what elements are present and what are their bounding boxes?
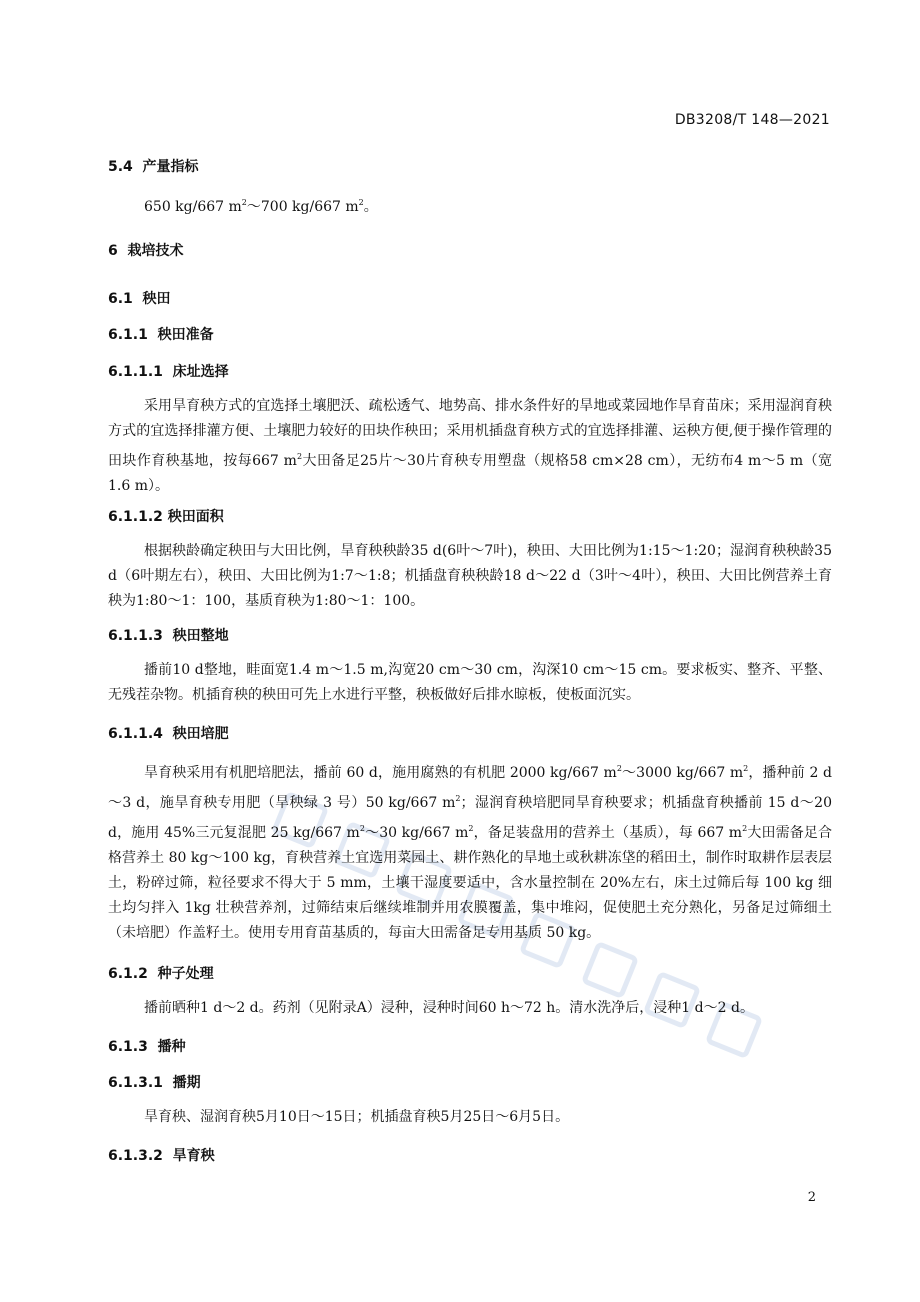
paragraph <box>108 658 832 708</box>
superscript: 2 <box>358 198 364 207</box>
text-run: 旱育秧、湿润育秧5月10日～15日；机插盘育秧5月25日～6月5日。 <box>144 1109 570 1125</box>
page-number: 2 <box>807 1190 816 1205</box>
text-run: ；湿润育秧培肥同旱育秧要求；机插盘育秧播前 15 d～20 d，施用 45%三元复混肥 25 kg/667 m <box>108 795 832 841</box>
text-run: 大田需备足合格营养土 80 kg～100 kg，育秧营养土宜选用菜园土、耕作熟化的旱地土或秋耕冻垡的稻田土，制作时取耕作层表层土，粉碎过筛，粒径要求不得大于 5 mm，土壤干湿度要适中，含水量控制在 20%左右，床土过筛后每 100 kg 细土均匀拌入 1kg 壮秧营养剂，过筛结束后继续堆制并用农膜覆盖，集中堆闷，促使肥土充分熟化，另备足过筛细土（未培肥）作盖籽土。使用专用育苗基质的，每亩大田需备足专用基质 50 kg。 <box>108 825 833 941</box>
text-run: ～700 kg/667 m <box>246 199 359 215</box>
text-run: 采用旱育秧方式的宜选择土壤肥沃、疏松透气、地势高、排水条件好的旱地或菜园地作旱育苗床；采用湿润育秧方式的宜选择排灌方便、土壤肥力较好的田块作秧田；采用机插盘育秧方式的宜选择排灌、运秧方便,便于操作管理的田块作育秧基地，按每667 m <box>108 398 832 469</box>
superscript: 2 <box>296 452 303 461</box>
section-heading: 6.1.3.1 播期 <box>108 1075 201 1091</box>
standard-code: DB3208/T 148—2021 <box>674 112 830 128</box>
section-heading: 6.1.1.2 秧田面积 <box>108 509 224 525</box>
text-run: 根据秧龄确定秧田与大田比例，旱育秧秧龄35 d(6叶～7叶)，秧田、大田比例为1:15～1:20；湿润育秧秧龄35 d（6叶期左右），秧田、大田比例为1:7～1:8；机插盘育秧秧龄18 d～22 d（3叶～4叶），秧田、大田比例营养土育秧为1:80～1：100，基质育秧为1:80～1：100。 <box>108 543 832 609</box>
section-heading: 6.1.2 种子处理 <box>108 966 214 982</box>
section-heading: 5.4 产量指标 <box>108 159 199 175</box>
paragraph <box>108 190 832 220</box>
text-run: 播前10 d整地，畦面宽1.4 m～1.5 m,沟宽20 cm～30 cm，沟深10 cm～15 cm。要求板实、整齐、平整、无残茬杂物。机插育秧的秧田可先上水进行平整，秧板做好后排水晾板，使板面沉实。 <box>108 662 832 703</box>
paragraph <box>108 996 832 1021</box>
superscript: 2 <box>742 824 748 833</box>
section-heading: 6.1.1.1 床址选择 <box>108 364 229 380</box>
paragraph <box>108 756 832 946</box>
paragraph <box>108 1105 832 1130</box>
section-heading: 6.1.1 秧田准备 <box>108 327 214 343</box>
text-run: ～3000 kg/667 m <box>621 765 744 781</box>
text-run: 。 <box>363 199 378 215</box>
superscript: 2 <box>241 198 247 207</box>
superscript: 2 <box>468 824 474 833</box>
paragraph <box>108 539 832 614</box>
section-heading: 6.1 秧田 <box>108 291 171 307</box>
section-heading: 6.1.1.3 秧田整地 <box>108 628 229 644</box>
text-run: ，播种前 2 d～3 d，施旱育秧专用肥（旱秧绿 3 号）50 kg/667 m <box>108 765 832 811</box>
text-run: 旱育秧采用有机肥培肥法，播前 60 d，施用腐熟的有机肥 2000 kg/667 m <box>144 765 617 781</box>
superscript: 2 <box>359 824 365 833</box>
superscript: 2 <box>616 764 622 773</box>
section-heading: 6.1.3.2 旱育秧 <box>108 1148 215 1164</box>
text-run: 大田备足25片～30片育秧专用塑盘（规格58 cm×28 cm），无纺布4 m～5 m（宽1.6 m）。 <box>108 453 832 494</box>
section-heading: 6 栽培技术 <box>108 243 184 259</box>
text-run: 播前晒种1 d～2 d。药剂（见附录A）浸种，浸种时间60 h～72 h。清水洗净后，浸种1 d～2 d。 <box>144 1000 754 1016</box>
text-run: ，备足装盘用的营养土（基质），每 667 m <box>473 825 743 841</box>
section-heading: 6.1.3 播种 <box>108 1039 186 1055</box>
text-run: 650 kg/667 m <box>144 199 242 215</box>
section-heading: 6.1.1.4 秧田培肥 <box>108 726 229 742</box>
text-run: ～30 kg/667 m <box>364 825 469 841</box>
superscript: 2 <box>455 794 461 803</box>
paragraph <box>108 394 832 499</box>
superscript: 2 <box>743 764 749 773</box>
